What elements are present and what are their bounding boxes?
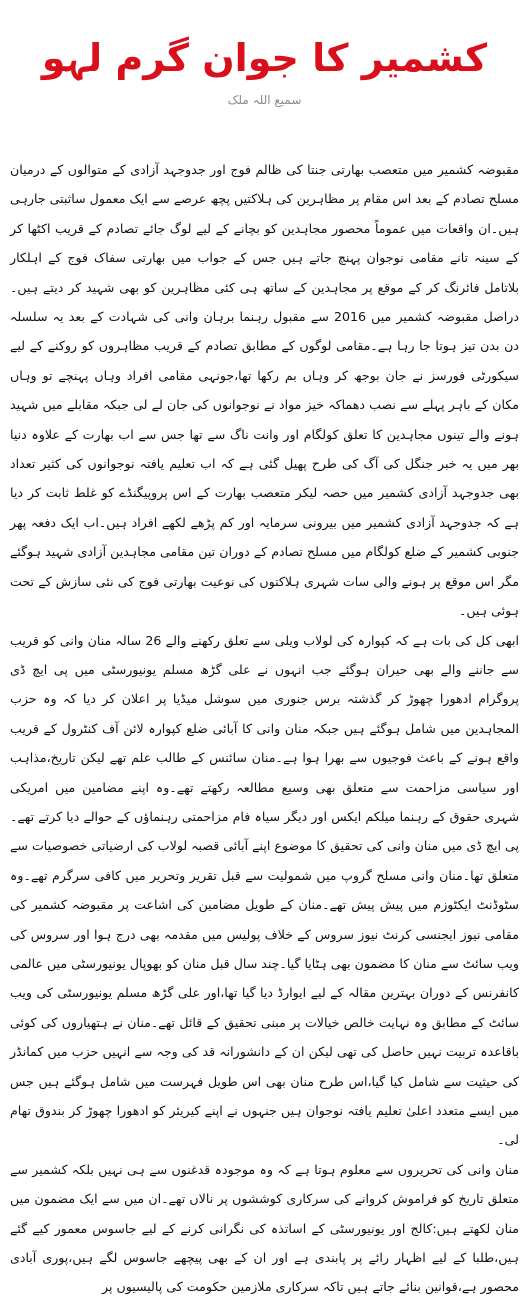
- article-author: سمیع اللہ ملک: [227, 93, 302, 107]
- article-paragraph-2: ابھی کل کی بات ہے کہ کپوارہ کی لولاب ویلی سے تعلق رکھنے والے 26 سالہ منان وانی کو قریب سے جاننے والے بھی حیران ہوگئے جب انہوں نے علی گڑھ مسلم یونیورسٹی میں پی ایچ ڈی پروگرام ادھورا چھوڑ کر گذشتہ برس جنوری میں سوشل میڈیا پر اعلان کر دیا کہ وہ حزب المجاہدین میں شامل ہوگئے ہیں جبکہ منان وانی کا آبائی ضلع کپوارہ لائن آف کنٹرول کے قریب واقع ہونے کے باعث فوجیوں سے بھرا ہوا ہے۔منان سائنس کے طالب علم تھے لیکن تاریخ،مذاہب اور سیاسی مزاحمت سے متعلق بھی وسیع مطالعہ رکھتے تھے۔وہ اپنے مضامین میں امریکی شہری حقوق کے رہنما میلکم ایکس اور دیگر سیاہ فام مزاحمتی رہنماؤں کے حوالے دیا کرتے تھے۔پی ایچ ڈی میں منان وانی کی تحقیق کا موضوع اپنے آبائی قصبہ لولاب کی ارضیاتی خصوصیات سے متعلق تھا۔منان وانی مسلح گروپ میں شمولیت سے قبل تقریر وتحریر میں کافی سرگرم تھے۔وہ سٹوڈنٹ ایکٹوزم میں پیش پیش تھے۔منان کے طویل مضامین کی اشاعت پر مقبوضہ کشمیر کی مقامی نیوز ایجنسی کرنٹ نیوز سروس کے خلاف پولیس میں مقدمہ بھی درج ہوا اور سروس کی ویب سائٹ سے منان کا مضمون بھی ہٹایا گیا۔چند سال قبل منان کو بھوپال یونیورسٹی میں عالمی کانفرنس کے دوران بہترین مقالہ کے لیے ایوارڈ دیا گیا تھا،اور علی گڑھ مسلم یونیورسٹی کی ویب سائٹ کے مطابق وہ نہایت خالص خیالات پر مبنی تحقیق کے قائل تھے۔منان نے ہتھیاروں کی کوئی باقاعدہ تربیت نہیں حاصل کی تھی لیکن ان کے دانشورانہ قد کی وجہ سے انہیں حزب میں کمانڈر کی حیثیت سے شامل کیا گیا،اس طرح منان بھی اس طویل فہرست میں شامل ہوگئے ہیں جس میں ایسے متعدد اعلیٰ تعلیم یافتہ نوجوان ہیں جنہوں نے اپنے کیریئر کو ادھورا چھوڑ کر بندوق تھام لی۔: [10, 632, 519, 1148]
- article-paragraph-3: منان وانی کی تحریروں سے معلوم ہوتا ہے کہ وہ موجودہ قدغنوں سے ہی نہیں بلکہ کشمیر سے متعلق تاریخ کو فراموش کروانے کی سرکاری کوششوں پر نالاں تھے۔ان میں سے ایک مضمون میں منان لکھتے ہیں:کالج اور یونیورسٹی کے اساتذہ کی نگرانی کرنے کے لیے جاسوس معمور کیے گئے ہیں،طلبا کے لیے اظہار رائے پر پابندی ہے اور ان کے بھی پیچھے جاسوس لگے ہیں،پوری آبادی محصور ہے،قوانین بنائے جاتے ہیں تاکہ سرکاری ملازمین حکومت کی پالیسیوں پر: [10, 1161, 519, 1295]
- article-paragraph-1: مقبوضہ کشمیر میں متعصب بھارتی جنتا کی ظالم فوج اور جدوجہد آزادی کے متوالوں کے درمیان مسلح تصادم کے بعد اس مقام پر مظاہرین کی ہلاکتیں پچھ عرصے سے ایک معمول ساثبتی جارہی ہیں۔ان واقعات میں عموماً محصور مجاہدین کو بچانے کے لیے لوگ جائے تصادم کے قریب اکٹھا کر کے سینہ تانے مقامی نوجوان پہنچ جاتے ہیں جس کے جواب میں بھارتی سفاک فوج کے اہلکار بلاتامل فائرنگ کر کے موقع پر مجاہدین کے ساتھ ہی کئی مظاہرین کو بھی شہید کر دیتے ہیں۔دراصل مقبوضہ کشمیر میں 2016 سے مقبول رہنما برہان وانی کی شہادت کے بعد یہ سلسلہ دن بدن تیز ہوتا جا رہا ہے۔مقامی لوگوں کے مطابق تصادم کے قریب مظاہروں کو روکنے کے لیے سیکورٹی فورسز نے جان بوجھ کر وہاں بم رکھا تھا،جونہی مقامی افراد وہاں پہنچے تو وہاں مکان کے باہر پہلے سے نصب دھماکہ خیز مواد نے نوجوانوں کی جان لے لی جبکہ مقابلے میں شہید ہونے والے تینوں مجاہدین کا تعلق کولگام اور وانت ناگ سے تھا جس سے اب بھارت کے علاوہ دنیا بھر میں یہ خبر جنگل کی آگ کی طرح پھیل گئی ہے کہ اب تعلیم یافتہ نوجوانوں کی کثیر تعداد بھی جدوجہد آزادی کشمیر میں حصہ لیکر متعصب بھارت کے اس پروپیگنڈے کو غلط ثابت کر دیا ہے کہ جدوجہد آزادی کشمیر میں بیرونی سرمایہ اور کم پڑھے لکھے افراد ہیں۔اب ایک دفعہ پھر جنوبی کشمیر کے ضلع کولگام میں مسلح تصادم کے دوران تین مقامی مجاہدین آزادی شہید ہوگئے مگر اس موقع پر ہونے والی سات شہری ہلاکتوں کی نوعیت بھارتی فوج کی نئی سازش کے تحت ہوئی ہیں۔: [10, 162, 519, 619]
- article-body: [10, 155, 519, 1302]
- article-title: کشمیر کا جوان گرم لہو: [41, 36, 488, 80]
